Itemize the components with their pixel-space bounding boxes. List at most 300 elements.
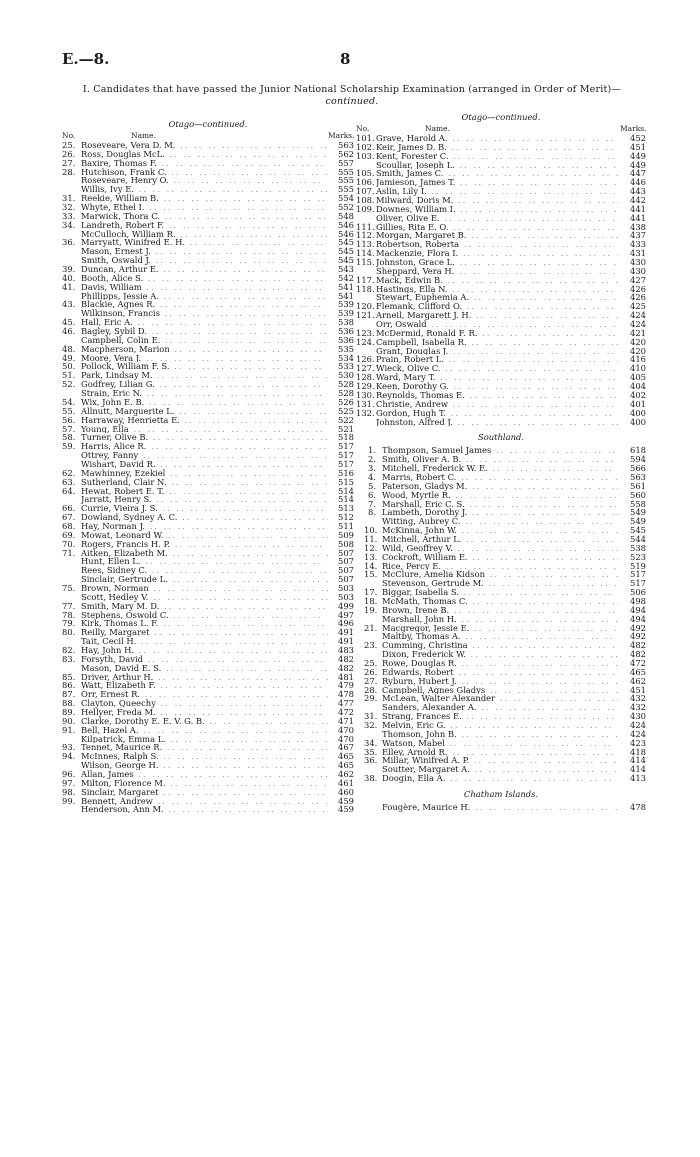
candidate-number: 56. xyxy=(62,414,76,425)
candidate-number: 21. xyxy=(364,622,378,633)
candidate-number: 52. xyxy=(62,379,76,390)
candidate-name: Millar, Winifred A. P. .. .. xyxy=(382,756,618,765)
candidate-number: 31. xyxy=(62,193,76,204)
candidate-row xyxy=(62,628,354,637)
candidate-name: Hunt, Ellen L. .. .. xyxy=(81,557,328,566)
candidate-row xyxy=(62,300,354,309)
candidate-number: 2. xyxy=(368,454,376,465)
candidate-marks: 512 xyxy=(338,512,354,523)
candidate-row xyxy=(356,231,646,240)
candidate-marks: 522 xyxy=(338,414,354,425)
candidate-name: Kilpatrick, Emma L. .. .. xyxy=(81,735,328,744)
candidate-name: Davis, William .. .. xyxy=(81,283,328,292)
candidate-marks: 536 xyxy=(338,326,354,337)
candidate-name: Scoullar, Joseph L. .. .. xyxy=(376,161,618,170)
chatham-candidate-list xyxy=(364,803,646,812)
candidate-number: 8. xyxy=(368,507,376,518)
right-region-heading: Otago—continued. xyxy=(461,112,541,122)
candidate-name: Mason, David E. S. .. .. xyxy=(81,664,328,673)
candidate-row xyxy=(356,285,646,294)
candidate-marks: 545 xyxy=(630,525,646,536)
candidate-number: 26. xyxy=(62,148,76,159)
candidate-marks: 518 xyxy=(338,432,354,443)
candidate-row xyxy=(364,464,646,473)
candidate-number xyxy=(62,805,81,814)
candidate-row xyxy=(356,169,646,178)
candidate-row xyxy=(356,196,646,205)
candidate-name: Aitken, Elizabeth M. .. .. xyxy=(81,549,328,558)
candidate-row xyxy=(356,187,646,196)
candidate-row xyxy=(62,726,354,735)
candidate-name: Forsyth, David .. .. xyxy=(81,655,328,664)
candidate-marks: 462 xyxy=(338,769,354,780)
left-candidate-list xyxy=(62,141,354,814)
candidate-row xyxy=(62,549,354,558)
candidate-marks: 492 xyxy=(630,631,646,642)
candidate-row xyxy=(62,602,354,611)
candidate-number: 67. xyxy=(62,512,76,523)
candidate-row xyxy=(364,650,646,659)
candidate-number: 97. xyxy=(62,777,76,788)
candidate-name: Roseveare, Henry O. .. .. xyxy=(81,176,328,185)
candidate-name: Prain, Robert L. .. .. xyxy=(376,355,618,364)
candidate-marks: 515 xyxy=(338,476,354,487)
candidate-number: 59. xyxy=(62,441,76,452)
candidate-name: Mowat, Leonard W. .. .. xyxy=(81,531,328,540)
candidate-name: Scott, Hedley V. .. .. xyxy=(81,593,328,602)
candidate-name: Kent, Forester C. .. .. xyxy=(376,152,618,161)
candidate-name: Dowland, Sydney A. C. .. .. xyxy=(81,513,328,522)
candidate-name: Clayton, Queechy .. .. xyxy=(81,699,328,708)
candidate-number: 93. xyxy=(62,742,76,753)
candidate-name: Mitchell, Frederick W. E. .. .. xyxy=(382,464,618,473)
candidate-name: Thomson, John B. .. .. xyxy=(382,730,618,739)
candidate-name: Driver, Arthur H. .. .. xyxy=(81,673,328,682)
candidate-marks: 563 xyxy=(630,471,646,482)
candidate-row xyxy=(62,752,354,761)
candidate-name: Bagley, Sybil D. .. .. xyxy=(81,327,328,336)
candidate-row xyxy=(364,765,646,774)
candidate-name: McKinna, John W. .. .. xyxy=(382,526,618,535)
candidate-number: 45. xyxy=(62,317,76,328)
candidate-marks: 451 xyxy=(630,141,646,152)
candidate-row xyxy=(364,641,646,650)
candidate-row xyxy=(364,553,646,562)
candidate-name: Paterson, Gladys M. .. .. xyxy=(382,482,618,491)
candidate-marks: 555 xyxy=(338,166,354,177)
candidate-marks: 461 xyxy=(338,777,354,788)
candidate-name: Hay, John H. .. .. xyxy=(81,646,328,655)
candidate-name: Bennett, Andrew .. .. xyxy=(81,797,328,806)
candidate-row xyxy=(62,584,354,593)
candidate-row xyxy=(62,566,354,575)
candidate-marks: 594 xyxy=(630,454,646,465)
section-title-text: I. Candidates that have passed the Junior National Scholarship Examination (arranged in Order of Merit)— xyxy=(82,84,622,95)
candidate-row xyxy=(364,482,646,491)
candidate-number: 103. xyxy=(356,150,375,161)
candidate-name: Rogers, Francis H. P. .. .. xyxy=(81,540,328,549)
candidate-row xyxy=(364,624,646,633)
candidate-name: Doogin, Ella A. .. .. xyxy=(382,774,618,783)
candidate-number: 23. xyxy=(364,640,378,651)
candidate-row xyxy=(62,318,354,327)
candidate-number: 83. xyxy=(62,653,76,664)
candidate-row xyxy=(356,391,646,400)
candidate-row xyxy=(62,433,354,442)
candidate-number: 31. xyxy=(364,711,378,722)
candidate-number: 79. xyxy=(62,618,76,629)
candidate-name: Flemank, Clifford O. .. .. xyxy=(376,302,618,311)
candidate-marks: 433 xyxy=(630,239,646,250)
candidate-number xyxy=(62,247,81,256)
candidate-row xyxy=(356,293,646,302)
candidate-number: 6. xyxy=(368,489,376,500)
candidate-number: 106. xyxy=(356,177,375,188)
candidate-row xyxy=(62,345,354,354)
candidate-marks: 498 xyxy=(630,595,646,606)
candidate-number: 5. xyxy=(368,480,376,491)
candidate-number: 131. xyxy=(356,398,375,409)
candidate-name: Biggar, Isabella S. .. .. xyxy=(382,588,618,597)
candidate-marks: 478 xyxy=(338,689,354,700)
candidate-row xyxy=(364,721,646,730)
candidate-row xyxy=(62,247,354,256)
candidate-marks: 618 xyxy=(630,445,646,456)
candidate-row xyxy=(62,416,354,425)
candidate-marks: 534 xyxy=(338,352,354,363)
candidate-number: 89. xyxy=(62,707,76,717)
candidate-marks: 430 xyxy=(630,257,646,268)
candidate-number: 96. xyxy=(62,769,76,780)
candidate-marks: 562 xyxy=(338,148,354,159)
candidate-marks: 521 xyxy=(338,423,354,434)
candidate-name: Brown, Irene B. .. .. xyxy=(382,606,618,615)
candidate-name: Gillies, Rita E. O. .. .. xyxy=(376,223,618,232)
candidate-marks: 508 xyxy=(338,538,354,549)
candidate-marks: 548 xyxy=(338,210,354,221)
candidate-marks: 554 xyxy=(338,193,354,204)
candidate-name: Strain, Eric N. .. .. xyxy=(81,389,328,398)
candidate-row xyxy=(364,803,646,812)
candidate-name: Brown, Norman .. .. xyxy=(81,584,328,593)
candidate-row xyxy=(62,265,354,274)
candidate-row xyxy=(62,619,354,628)
candidate-row xyxy=(364,774,646,783)
candidate-marks: 416 xyxy=(630,354,646,365)
candidate-marks: 420 xyxy=(630,336,646,347)
candidate-number: 35. xyxy=(364,746,378,757)
candidate-row xyxy=(364,659,646,668)
candidate-marks: 478 xyxy=(630,802,646,813)
candidate-name: McDermid, Ronald F. R. .. .. xyxy=(376,329,618,338)
candidate-marks: 557 xyxy=(338,157,354,168)
candidate-marks: 432 xyxy=(630,693,646,704)
candidate-name: Johnston, Grace L. .. .. xyxy=(376,258,618,267)
candidate-row xyxy=(62,478,354,487)
candidate-name: Reekie, William B. .. .. xyxy=(81,194,328,203)
candidate-number xyxy=(62,176,81,185)
candidate-name: Mackenzie, Flora I. .. .. xyxy=(376,249,618,258)
candidate-marks: 441 xyxy=(630,203,646,214)
candidate-name: Gordon, Hugh T. .. .. xyxy=(376,409,618,418)
candidate-name: Henderson, Ann M. .. .. xyxy=(81,805,328,814)
candidate-marks: 430 xyxy=(630,265,646,276)
candidate-number: 69. xyxy=(62,529,76,540)
candidate-number: 19. xyxy=(364,604,378,615)
candidate-name: Melvin, Eric G. .. .. xyxy=(382,721,618,730)
candidate-number: 58. xyxy=(62,432,76,443)
right-candidate-list xyxy=(356,134,646,426)
candidate-row xyxy=(62,469,354,478)
candidate-name: Ottrey, Fanny .. .. xyxy=(81,451,328,460)
candidate-number: 108. xyxy=(356,195,375,206)
candidate-marks: 482 xyxy=(338,653,354,664)
candidate-name: Grant, Douglas J. .. .. xyxy=(376,347,618,356)
candidate-number: 132. xyxy=(356,407,375,418)
candidate-name: Smith, Oswald J. .. .. xyxy=(81,256,328,265)
candidate-row xyxy=(364,500,646,509)
candidate-number: 101. xyxy=(356,133,375,143)
candidate-number: 1. xyxy=(368,445,376,456)
candidate-marks: 494 xyxy=(630,613,646,624)
candidate-name: Smith, Mary M. D. .. .. xyxy=(81,602,328,611)
candidate-marks: 491 xyxy=(338,627,354,638)
candidate-name: Witting, Aubrey C. .. .. xyxy=(382,517,618,526)
candidate-marks: 563 xyxy=(338,140,354,150)
document-reference: E.—8. xyxy=(62,50,110,68)
candidate-row xyxy=(62,230,354,239)
section-title-continued: continued. xyxy=(325,96,379,107)
col-header-marks: Marks. xyxy=(620,124,647,133)
candidate-row xyxy=(62,371,354,380)
candidate-marks: 465 xyxy=(630,666,646,677)
candidate-row xyxy=(62,141,354,150)
candidate-number: 71. xyxy=(62,547,76,558)
candidate-name: Blackie, Agnes R. .. .. xyxy=(81,300,328,309)
candidate-marks: 514 xyxy=(338,494,354,505)
candidate-number: 126. xyxy=(356,354,375,365)
candidate-marks: 545 xyxy=(338,237,354,248)
candidate-name: Sheppard, Vera H. .. .. xyxy=(376,267,618,276)
candidate-row xyxy=(62,797,354,806)
candidate-name: Phillipps, Jessie A. .. .. xyxy=(81,292,328,301)
candidate-name: Hay, Norman J. .. .. xyxy=(81,522,328,531)
candidate-marks: 432 xyxy=(630,702,646,713)
candidate-name: Mitchell, Arthur L. .. .. xyxy=(382,535,618,544)
candidate-row xyxy=(62,637,354,646)
candidate-number: 28. xyxy=(62,166,76,177)
candidate-marks: 459 xyxy=(338,804,354,815)
candidate-row xyxy=(364,579,646,588)
candidate-marks: 536 xyxy=(338,334,354,345)
candidate-row xyxy=(364,730,646,739)
candidate-row xyxy=(356,347,646,356)
candidate-marks: 449 xyxy=(630,150,646,161)
candidate-name: Rice, Percy E. .. .. xyxy=(382,562,618,571)
candidate-name: Stevenson, Gertrude M. .. .. xyxy=(382,579,618,588)
candidate-number: 111. xyxy=(356,221,375,232)
candidate-row xyxy=(364,606,646,615)
right-column-headers xyxy=(356,125,646,134)
candidate-row xyxy=(62,504,354,513)
candidate-row xyxy=(356,223,646,232)
candidate-row xyxy=(62,451,354,460)
candidate-marks: 517 xyxy=(338,450,354,461)
candidate-number: 32. xyxy=(62,202,76,213)
candidate-marks: 507 xyxy=(338,565,354,576)
candidate-row xyxy=(356,373,646,382)
candidate-row xyxy=(364,588,646,597)
candidate-row xyxy=(62,309,354,318)
candidate-marks: 471 xyxy=(338,715,354,726)
candidate-number: 28. xyxy=(364,684,378,695)
candidate-number: 99. xyxy=(62,795,76,806)
candidate-name: Watt, Elizabeth F. .. .. xyxy=(81,681,328,690)
candidate-number: 41. xyxy=(62,281,76,292)
candidate-marks: 513 xyxy=(338,503,354,514)
candidate-marks: 543 xyxy=(338,264,354,275)
candidate-name: Harris, Alice R. .. .. xyxy=(81,442,328,451)
candidate-number: 54. xyxy=(62,396,76,407)
candidate-name: Cockroft, William E. .. .. xyxy=(382,553,618,562)
candidate-marks: 555 xyxy=(338,175,354,186)
candidate-name: Stephens, Oswold C. .. .. xyxy=(81,611,328,620)
candidate-number: 121. xyxy=(356,310,375,321)
candidate-marks: 424 xyxy=(630,310,646,321)
candidate-row xyxy=(356,418,646,427)
candidate-row xyxy=(356,302,646,311)
candidate-number: 118. xyxy=(356,283,375,294)
candidate-number: 123. xyxy=(356,327,375,338)
candidate-name: Wood, Myrtle R. .. .. xyxy=(382,491,618,500)
candidate-marks: 423 xyxy=(630,737,646,748)
candidate-number: 124. xyxy=(356,336,375,347)
candidate-marks: 452 xyxy=(630,133,646,143)
candidate-number: 127. xyxy=(356,363,375,374)
candidate-number xyxy=(356,418,376,427)
candidate-name: Elley, Arnold R. .. .. xyxy=(382,748,618,757)
candidate-name: Jarratt, Henry S. .. .. xyxy=(81,495,328,504)
candidate-marks: 482 xyxy=(630,640,646,651)
candidate-name: Downes, William I. .. .. xyxy=(376,205,618,214)
candidate-marks: 492 xyxy=(630,622,646,633)
candidate-marks: 544 xyxy=(630,533,646,544)
candidate-marks: 549 xyxy=(630,516,646,527)
candidate-number: 86. xyxy=(62,680,76,691)
candidate-name: Christie, Andrew .. .. xyxy=(376,400,618,409)
candidate-marks: 528 xyxy=(338,379,354,390)
candidate-number: 7. xyxy=(368,498,376,509)
candidate-number: 94. xyxy=(62,751,76,762)
candidate-name: Hastings, Ella N. .. .. xyxy=(376,285,618,294)
candidate-number: 87. xyxy=(62,689,76,700)
left-column-headers xyxy=(62,132,354,141)
candidate-number: 75. xyxy=(62,582,76,593)
candidate-marks: 447 xyxy=(630,168,646,179)
candidate-name: Moore, Vera J. .. .. xyxy=(81,354,328,363)
candidate-row xyxy=(364,694,646,703)
candidate-marks: 526 xyxy=(338,396,354,407)
candidate-number: 129. xyxy=(356,381,375,392)
candidate-row xyxy=(62,238,354,247)
candidate-row xyxy=(62,681,354,690)
candidate-row xyxy=(364,677,646,686)
candidate-name: Rees, Sidney C. .. .. xyxy=(81,566,328,575)
candidate-marks: 426 xyxy=(630,283,646,294)
candidate-row xyxy=(62,690,354,699)
candidate-number: 78. xyxy=(62,609,76,620)
candidate-name: Smith, Oliver A. B. .. .. xyxy=(382,455,618,464)
candidate-row xyxy=(62,805,354,814)
candidate-marks: 424 xyxy=(630,319,646,330)
candidate-name: Ward, Mary T. .. .. xyxy=(376,373,618,382)
candidate-name: Willis, Ivy E. .. .. xyxy=(81,185,328,194)
candidate-marks: 414 xyxy=(630,764,646,775)
candidate-name: Orr, Ernest R. .. .. xyxy=(81,690,328,699)
candidate-row xyxy=(356,329,646,338)
candidate-marks: 511 xyxy=(338,520,354,531)
candidate-number: 34. xyxy=(364,737,378,748)
candidate-number: 12. xyxy=(364,542,378,553)
candidate-row xyxy=(356,249,646,258)
candidate-row xyxy=(62,398,354,407)
candidate-row xyxy=(62,788,354,797)
candidate-marks: 400 xyxy=(630,416,646,427)
candidate-marks: 507 xyxy=(338,547,354,558)
candidate-name: Clarke, Dorothy E. E. V. G. B. .. .. xyxy=(81,717,328,726)
candidate-name: Stewart, Euphemia A. .. .. xyxy=(376,293,618,302)
candidate-number xyxy=(62,566,81,575)
candidate-row xyxy=(62,646,354,655)
candidate-name: Cumming, Christina .. .. xyxy=(382,641,618,650)
candidate-row xyxy=(62,743,354,752)
candidate-row xyxy=(62,389,354,398)
candidate-name: Morgan, Margaret B. .. .. xyxy=(376,231,618,240)
candidate-number: 114. xyxy=(356,248,375,259)
candidate-marks: 441 xyxy=(630,212,646,223)
candidate-marks: 528 xyxy=(338,388,354,399)
candidate-number: 34. xyxy=(62,219,76,230)
candidate-marks: 542 xyxy=(338,272,354,283)
candidate-row xyxy=(62,336,354,345)
candidate-marks: 404 xyxy=(630,381,646,392)
candidate-marks: 418 xyxy=(630,746,646,757)
candidate-name: Grave, Harold A. .. .. xyxy=(376,134,618,143)
candidate-row xyxy=(62,513,354,522)
candidate-name: Macgregor, Jessie E. .. .. xyxy=(382,624,618,633)
candidate-row xyxy=(62,655,354,664)
candidate-marks: 517 xyxy=(338,441,354,452)
candidate-name: Whyte, Ethel I. .. .. xyxy=(81,203,328,212)
candidate-name: Duncan, Arthur E. .. .. xyxy=(81,265,328,274)
candidate-number: 29. xyxy=(364,693,378,704)
candidate-marks: 442 xyxy=(630,195,646,206)
candidate-number: 13. xyxy=(364,551,378,562)
candidate-row xyxy=(62,664,354,673)
candidate-row xyxy=(356,267,646,276)
candidate-row xyxy=(364,517,646,526)
candidate-name: Kirk, Thomas L. F. .. .. xyxy=(81,619,328,628)
candidate-name: Ryburn, Hubert J. .. .. xyxy=(382,677,618,686)
col-header-marks: Marks. xyxy=(328,131,355,140)
candidate-marks: 496 xyxy=(338,618,354,629)
candidate-name: Park, Lindsay M. .. .. xyxy=(81,371,328,380)
candidate-number: 40. xyxy=(62,272,76,283)
candidate-row xyxy=(356,178,646,187)
candidate-marks: 460 xyxy=(338,786,354,797)
candidate-number: 10. xyxy=(364,525,378,536)
candidate-marks: 405 xyxy=(630,372,646,383)
